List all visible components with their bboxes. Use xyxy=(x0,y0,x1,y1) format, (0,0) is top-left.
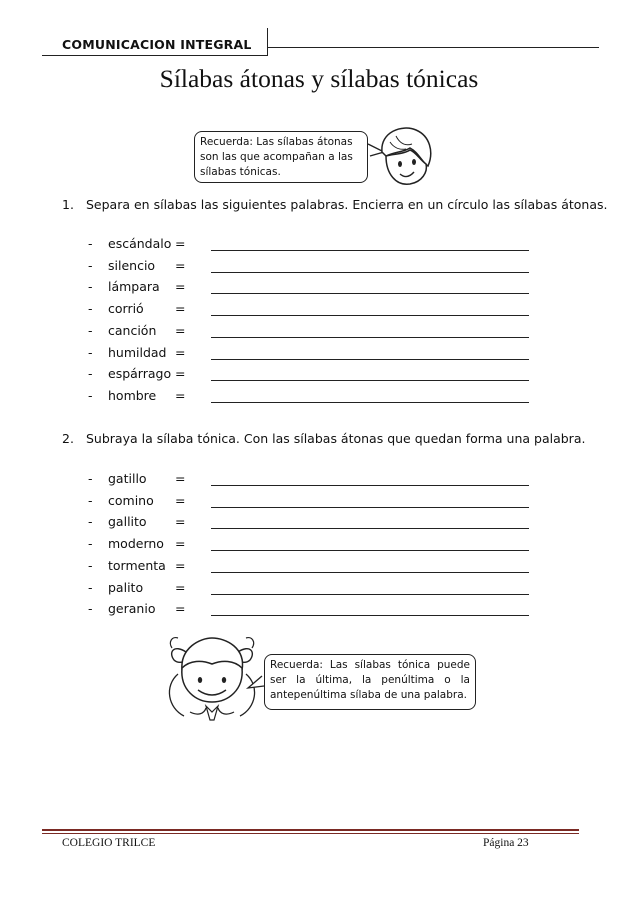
answer-blank-line[interactable] xyxy=(211,337,529,338)
answer-blank-line[interactable] xyxy=(211,507,529,508)
answer-blank-line[interactable] xyxy=(211,272,529,273)
word-text: moderno xyxy=(108,536,164,552)
word-row xyxy=(88,536,533,556)
exercise-1-number: 1. xyxy=(62,197,74,212)
girl-pigtails-illustration xyxy=(156,630,272,722)
word-text: escándalo xyxy=(108,236,172,251)
word-row xyxy=(88,514,533,534)
word-row xyxy=(88,580,533,600)
answer-blank-line[interactable] xyxy=(211,250,529,251)
word-row xyxy=(88,601,533,621)
reminder-text-2: Recuerda: Las sílabas tónica puede ser la última, la penúltima o la antepenúltima sílaba de una palabra. xyxy=(270,659,470,701)
reminder-bubble-1 xyxy=(194,131,368,183)
equals-sign: = xyxy=(175,579,186,595)
exercise-1-instruction: Separa en sílabas las siguientes palabras. Encierra en un círculo las sílabas átonas. xyxy=(86,197,608,212)
equals-sign: = xyxy=(175,536,186,552)
footer-page-number: Página 23 xyxy=(483,837,529,849)
word-row xyxy=(88,471,533,491)
word-row xyxy=(88,323,533,343)
bullet-dash: - xyxy=(88,344,93,360)
word-text: tormenta xyxy=(108,557,166,573)
bullet-dash: - xyxy=(88,471,93,486)
word-text: lámpara xyxy=(108,279,160,295)
answer-blank-line[interactable] xyxy=(211,315,529,316)
answer-blank-line[interactable] xyxy=(211,594,529,595)
page-title: Sílabas átonas y sílabas tónicas xyxy=(159,64,479,93)
word-text: humildad xyxy=(108,344,167,360)
bullet-dash: - xyxy=(88,514,93,530)
header-title: COMUNICACION INTEGRAL xyxy=(62,37,252,52)
word-text: gatillo xyxy=(108,471,147,486)
word-row xyxy=(88,388,533,408)
word-text: canción xyxy=(108,322,157,338)
answer-blank-line[interactable] xyxy=(211,528,529,529)
word-row xyxy=(88,558,533,578)
equals-sign: = xyxy=(175,471,186,486)
bullet-dash: - xyxy=(88,257,93,273)
exercise-2-number: 2. xyxy=(62,431,74,446)
header-rule-left xyxy=(42,55,268,56)
word-text: corrió xyxy=(108,301,144,317)
bullet-dash: - xyxy=(88,366,93,382)
answer-blank-line[interactable] xyxy=(211,359,529,360)
answer-blank-line[interactable] xyxy=(211,402,529,403)
answer-blank-line[interactable] xyxy=(211,615,529,616)
equals-sign: = xyxy=(175,557,186,573)
equals-sign: = xyxy=(175,492,186,508)
bullet-dash: - xyxy=(88,601,93,617)
answer-blank-line[interactable] xyxy=(211,485,529,486)
equals-sign: = xyxy=(175,236,186,251)
answer-blank-line[interactable] xyxy=(211,293,529,294)
equals-sign: = xyxy=(175,344,186,360)
equals-sign: = xyxy=(175,387,186,403)
word-row xyxy=(88,279,533,299)
word-text: comino xyxy=(108,492,154,508)
footer-rule-thin xyxy=(42,833,579,834)
equals-sign: = xyxy=(175,279,186,295)
bullet-dash: - xyxy=(88,536,93,552)
bullet-dash: - xyxy=(88,279,93,295)
word-text: silencio xyxy=(108,257,156,273)
exercise-2-instruction: Subraya la sílaba tónica. Con las sílabas átonas que quedan forma una palabra. xyxy=(86,431,586,446)
word-text: hombre xyxy=(108,387,157,403)
word-row xyxy=(88,236,533,256)
answer-blank-line[interactable] xyxy=(211,550,529,551)
equals-sign: = xyxy=(175,322,186,338)
word-row xyxy=(88,366,533,386)
equals-sign: = xyxy=(175,257,186,273)
bullet-dash: - xyxy=(88,322,93,338)
word-row xyxy=(88,345,533,365)
footer-rule-thick xyxy=(42,829,579,831)
word-text: gallito xyxy=(108,514,147,530)
answer-blank-line[interactable] xyxy=(211,572,529,573)
bullet-dash: - xyxy=(88,557,93,573)
word-row xyxy=(88,493,533,513)
word-row xyxy=(88,258,533,278)
bullet-dash: - xyxy=(88,492,93,508)
girl-face-illustration-1 xyxy=(360,122,440,194)
word-text: geranio xyxy=(108,601,156,617)
header-rule-divider xyxy=(267,28,268,55)
reminder-text-1: Recuerda: Las sílabas átonas son las que acompañan a las sílabas tónicas. xyxy=(200,136,353,178)
equals-sign: = xyxy=(175,301,186,317)
equals-sign: = xyxy=(175,601,186,617)
footer-school-name: COLEGIO TRILCE xyxy=(62,837,156,849)
reminder-bubble-2 xyxy=(264,654,476,710)
header-rule-right xyxy=(267,47,599,48)
bullet-dash: - xyxy=(88,387,93,403)
bullet-dash: - xyxy=(88,579,93,595)
bullet-dash: - xyxy=(88,301,93,317)
word-row xyxy=(88,301,533,321)
bullet-dash: - xyxy=(88,236,93,251)
answer-blank-line[interactable] xyxy=(211,380,529,381)
equals-sign: = xyxy=(175,366,186,382)
equals-sign: = xyxy=(175,514,186,530)
word-text: espárrago xyxy=(108,366,172,382)
word-text: palito xyxy=(108,579,144,595)
